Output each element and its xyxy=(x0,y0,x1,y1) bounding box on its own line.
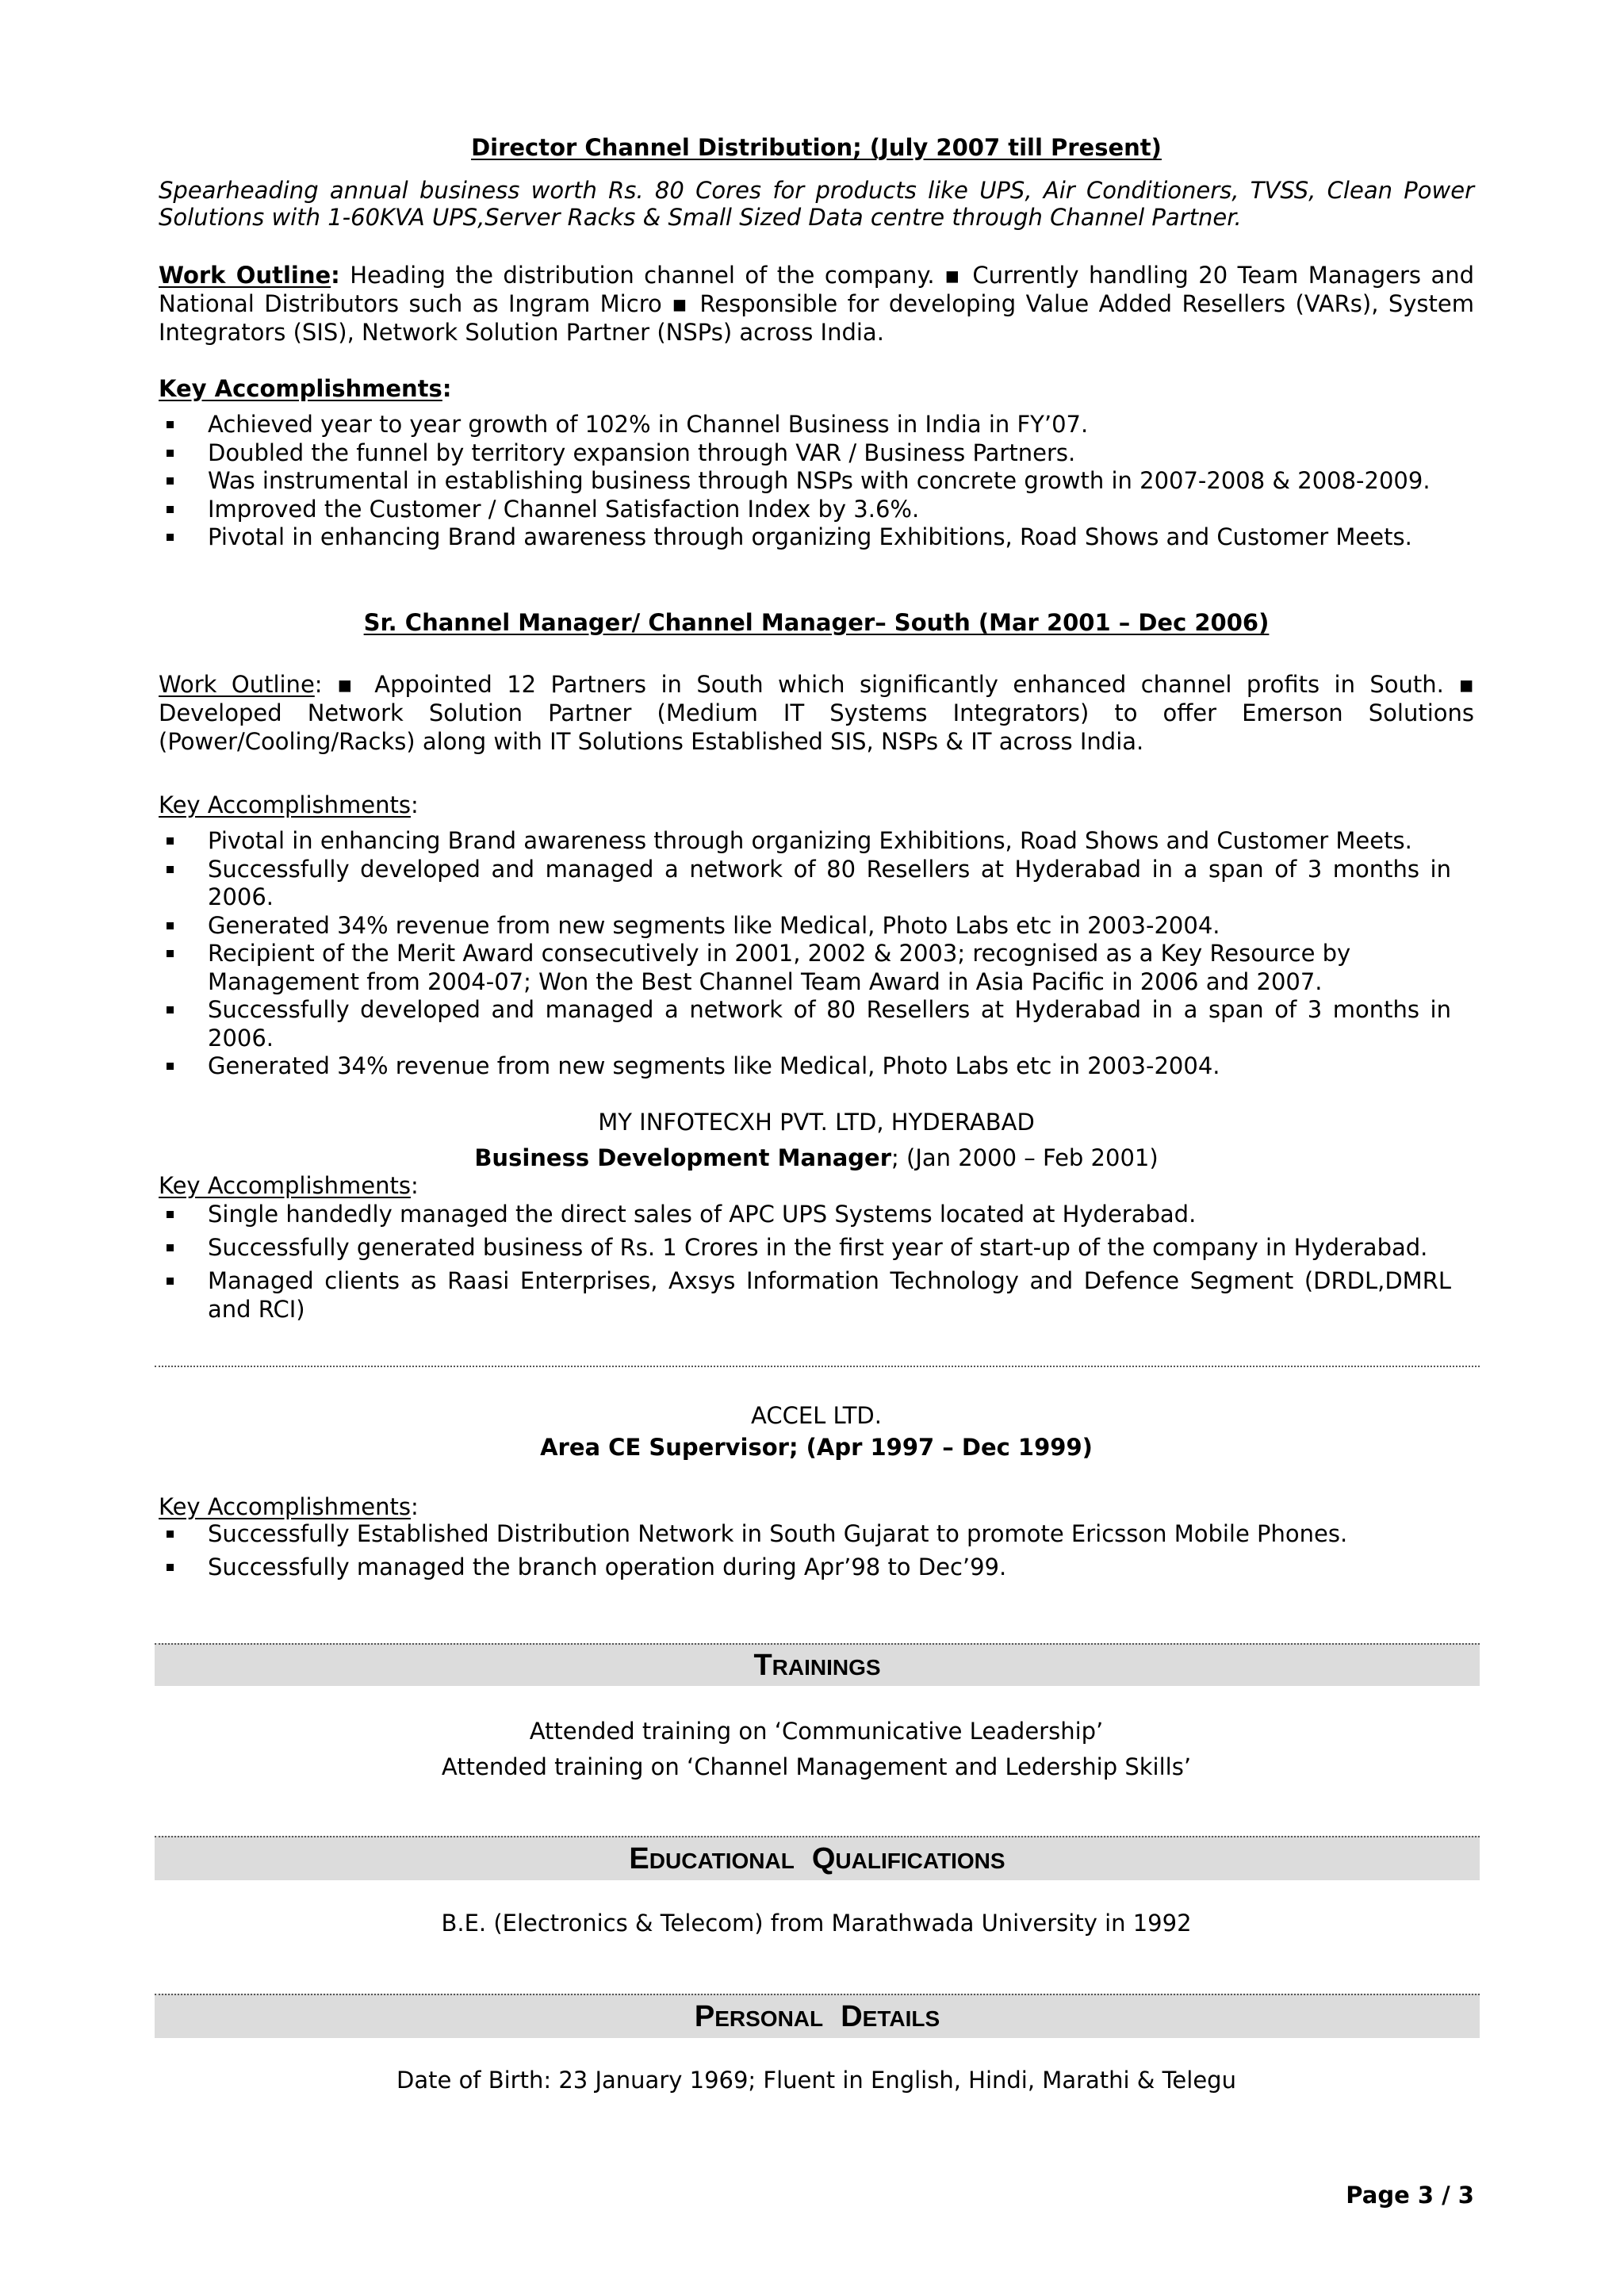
infotecxh-company-name: MY INFOTECXH PVT. LTD, HYDERABAD xyxy=(598,1109,1035,1136)
dotted-divider xyxy=(155,1366,1480,1367)
heading-initial-letter: Q xyxy=(811,1841,836,1875)
trainings-section-header xyxy=(155,1643,1480,1686)
infotecxh-role-line xyxy=(159,1144,1474,1172)
bullet-icon xyxy=(167,1564,174,1571)
list-item xyxy=(159,996,1451,1052)
heading-initial-letter: D xyxy=(841,1999,863,2033)
work-outline-text: ▪ Appointed 12 Partners in South which significantly enhanced channel profits in South. ▪ Developed Network Solution Partner (Medium IT Systems Integrators) to offer Emerson Solutions (Power/Cooling/Racks) along with IT Solutions Established SIS, NSPs & IT across India. xyxy=(159,671,1474,755)
education-section-header xyxy=(155,1836,1480,1880)
heading-initial-letter: E xyxy=(629,1841,649,1875)
bullet-icon xyxy=(167,1244,174,1251)
list-item xyxy=(159,496,1451,524)
list-item xyxy=(159,1052,1451,1081)
list-item-text: Recipient of the Merit Award consecutively in 2001, 2002 & 2003; recognised as a Key Resource by Management from 2004-07; Won the Best Channel Team Award in Asia Pacific in 2006 and 2007. xyxy=(208,940,1351,995)
list-item-text: Successfully generated business of Rs. 1 Crores in the first year of start-up of the company in Hyderabad. xyxy=(208,1234,1428,1262)
list-item xyxy=(159,912,1451,941)
section-title xyxy=(629,1842,1005,1876)
education-item: B.E. (Electronics & Telecom) from Marathwada University in 1992 xyxy=(441,1910,1192,1937)
list-item xyxy=(159,1267,1451,1324)
director-work-outline xyxy=(159,261,1474,347)
bullet-icon xyxy=(167,950,174,957)
key-accomplishments-label: Key Accomplishments xyxy=(159,375,442,402)
list-item xyxy=(159,1201,1451,1229)
bullet-icon xyxy=(167,450,174,457)
bullet-icon xyxy=(167,477,174,485)
list-item-text: Generated 34% revenue from new segments like Medical, Photo Labs etc in 2003-2004. xyxy=(208,1052,1220,1079)
list-item-text: Improved the Customer / Channel Satisfaction Index by 3.6%. xyxy=(208,495,920,523)
bullet-icon xyxy=(167,837,174,845)
heading-initial-letter: P xyxy=(694,1999,715,2033)
list-item-text: Successfully managed the branch operation during Apr’98 to Dec’99. xyxy=(208,1554,1007,1581)
page-number: Page 3 / 3 xyxy=(1346,2182,1474,2209)
list-item-text: Pivotal in enhancing Brand awareness through organizing Exhibitions, Road Shows and Customer Meets. xyxy=(208,523,1412,551)
heading-rest-letters: RAININGS xyxy=(772,1654,881,1680)
channel-manager-role-heading: Sr. Channel Manager/ Channel Manager– South (Mar 2001 – Dec 2006) xyxy=(363,609,1270,636)
list-item xyxy=(159,439,1451,468)
list-item-text: Pivotal in enhancing Brand awareness through organizing Exhibitions, Road Shows and Customer Meets. xyxy=(208,827,1412,854)
key-accomplishments-label: Key Accomplishments xyxy=(159,791,411,818)
list-item xyxy=(159,1520,1451,1549)
section-title xyxy=(753,1649,880,1683)
list-item xyxy=(159,827,1451,856)
heading-rest-letters: ETAILS xyxy=(862,2006,940,2031)
accel-company-name: ACCEL LTD. xyxy=(751,1402,882,1429)
bullet-icon xyxy=(167,866,174,873)
heading-rest-letters: DUCATIONAL xyxy=(649,1848,795,1873)
director-role-heading: Director Channel Distribution; (July 2007 till Present) xyxy=(471,134,1162,161)
list-item-text: Successfully developed and managed a network of 80 Resellers at Hyderabad in a span of 3 months in 2006. xyxy=(208,855,1451,910)
accel-role-line: Area CE Supervisor; (Apr 1997 – Dec 1999) xyxy=(540,1434,1093,1461)
list-item-text: Was instrumental in establishing business through NSPs with concrete growth in 2007-2008 & 2008-2009. xyxy=(208,467,1431,495)
bullet-icon xyxy=(167,421,174,428)
heading-initial-letter: T xyxy=(753,1648,772,1682)
list-item xyxy=(159,856,1451,912)
director-accomplishments-list xyxy=(159,411,1451,552)
work-outline-label: Work Outline xyxy=(159,671,315,698)
heading-rest-letters: UALIFICATIONS xyxy=(835,1848,1005,1873)
training-item: Attended training on ‘Communicative Leadership’ xyxy=(529,1718,1104,1745)
role-title: Business Development Manager xyxy=(474,1144,892,1171)
training-item: Attended training on ‘Channel Management and Ledership Skills’ xyxy=(441,1753,1192,1780)
bullet-icon xyxy=(167,922,174,929)
list-item xyxy=(159,1554,1451,1582)
accel-accomplishments-list xyxy=(159,1520,1451,1587)
bullet-icon xyxy=(167,534,174,541)
key-accomplishments-colon: : xyxy=(442,375,452,402)
bullet-icon xyxy=(167,1278,174,1285)
work-outline-label: Work Outline xyxy=(159,262,331,289)
role-period: ; (Jan 2000 – Feb 2001) xyxy=(891,1144,1159,1171)
heading-rest-letters: ERSONAL xyxy=(714,2006,824,2031)
bullet-icon xyxy=(167,506,174,513)
director-key-accomplishments-heading xyxy=(159,374,1474,403)
infotecxh-accomplishments-list xyxy=(159,1201,1451,1329)
work-outline-colon: : xyxy=(331,262,340,289)
bullet-icon xyxy=(167,1211,174,1218)
list-item-text: Doubled the funnel by territory expansion through VAR / Business Partners. xyxy=(208,439,1076,466)
work-outline-colon: : xyxy=(314,671,323,698)
trainings-list xyxy=(159,1714,1474,1784)
list-item-text: Successfully Established Distribution Network in South Gujarat to promote Ericsson Mobile Phones. xyxy=(208,1520,1348,1547)
director-summary: Spearheading annual business worth Rs. 80 Cores for products like UPS, Air Conditioners, TVSS, Clean Power Solutions with 1-60KVA UPS,Server Racks & Small Sized Data centre through Channel Partner. xyxy=(159,177,1474,231)
channel-manager-work-outline xyxy=(159,670,1474,756)
key-accomplishments-colon: : xyxy=(410,1172,419,1199)
key-accomplishments-label: Key Accomplishments xyxy=(159,1172,411,1199)
list-item-text: Single handedly managed the direct sales of APC UPS Systems located at Hyderabad. xyxy=(208,1201,1197,1228)
list-item-text: Achieved year to year growth of 102% in Channel Business in India in FY’07. xyxy=(208,411,1089,438)
list-item xyxy=(159,523,1451,552)
accel-key-accomplishments-heading xyxy=(159,1492,1474,1521)
bullet-icon xyxy=(167,1063,174,1070)
infotecxh-key-accomplishments-heading xyxy=(159,1171,1474,1200)
channel-manager-accomplishments-list xyxy=(159,827,1451,1081)
list-item-text: Generated 34% revenue from new segments like Medical, Photo Labs etc in 2003-2004. xyxy=(208,911,1220,939)
channel-manager-key-accomplishments-heading xyxy=(159,791,1474,819)
list-item-text: Successfully developed and managed a network of 80 Resellers at Hyderabad in a span of 3 months in 2006. xyxy=(208,996,1451,1052)
personal-section-header xyxy=(155,1994,1480,2038)
bullet-icon xyxy=(167,1531,174,1538)
bullet-icon xyxy=(167,1006,174,1013)
work-outline-text: Heading the distribution channel of the company. ▪ Currently handling 20 Team Managers and National Distributors such as Ingram Micro ▪ Responsible for developing Value Added Resellers (VARs), System Integrators (SIS), Network Solution Partner (NSPs) across India. xyxy=(159,262,1475,346)
list-item xyxy=(159,467,1451,496)
section-title xyxy=(695,2000,940,2034)
key-accomplishments-colon: : xyxy=(410,791,419,818)
personal-details-text: Date of Birth: 23 January 1969; Fluent in English, Hindi, Marathi & Telegu xyxy=(396,2067,1236,2094)
list-item xyxy=(159,1234,1451,1262)
key-accomplishments-label: Key Accomplishments xyxy=(159,1493,411,1520)
list-item xyxy=(159,940,1451,996)
list-item xyxy=(159,411,1451,439)
key-accomplishments-colon: : xyxy=(410,1493,419,1520)
list-item-text: Managed clients as Raasi Enterprises, Axsys Information Technology and Defence Segment (DRDL,DMRL and RCI) xyxy=(208,1267,1451,1323)
